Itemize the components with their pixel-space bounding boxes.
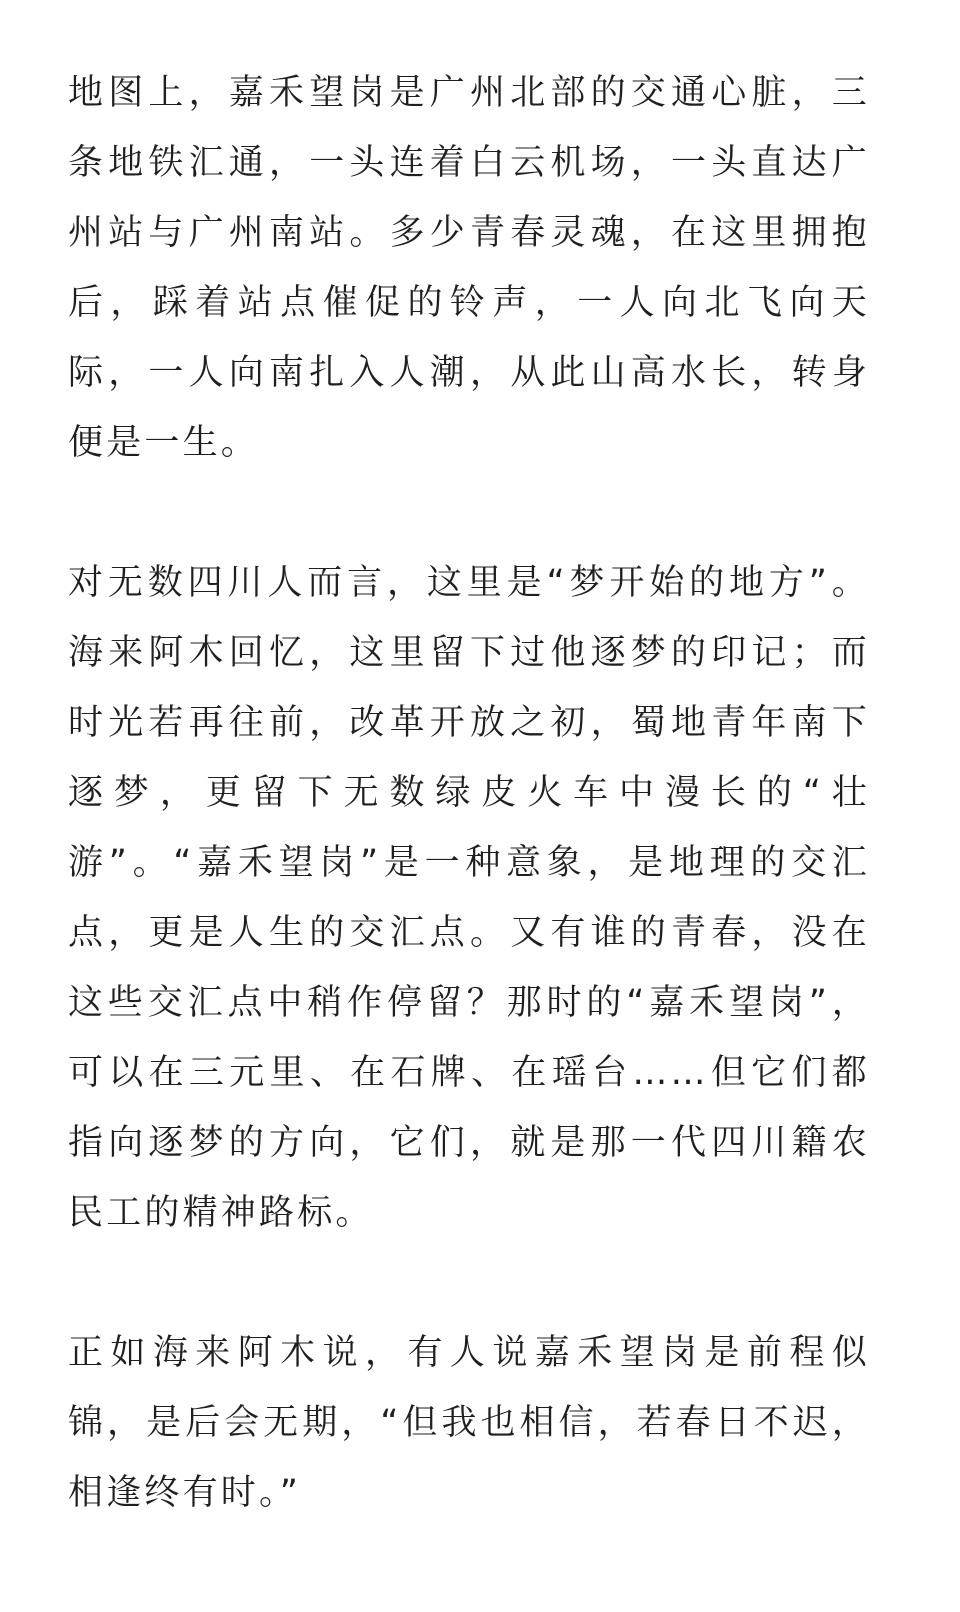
article-paragraph-2: 对无数四川人而言，这里是“梦开始的地方”。海来阿木回忆，这里留下过他逐梦的印记；而时光若再往前，改革开放之初，蜀地青年南下逐梦，更留下无数绿皮火车中漫长的“壮游”。“嘉禾望岗”是一种意象，是地理的交汇点，更是人生的交汇点。又有谁的青春，没在这些交汇点中稍作停留？那时的“嘉禾望岗”，可以在三元里、在石牌、在瑶台……但它们都指向逐梦的方向，它们，就是那一代四川籍农民工的精神路标。 xyxy=(68,563,870,1233)
article-paragraph-3: 正如海来阿木说，有人说嘉禾望岗是前程似锦，是后会无期，“但我也相信，若春日不迟，相逢终有时。” xyxy=(68,1333,870,1513)
article-paragraph-1: 地图上，嘉禾望岗是广州北部的交通心脏，三条地铁汇通，一头连着白云机场，一头直达广州站与广州南站。多少青春灵魂，在这里拥抱后，踩着站点催促的铃声，一人向北飞向天际，一人向南扎入人潮，从此山高水长，转身便是一生。 xyxy=(68,73,870,463)
